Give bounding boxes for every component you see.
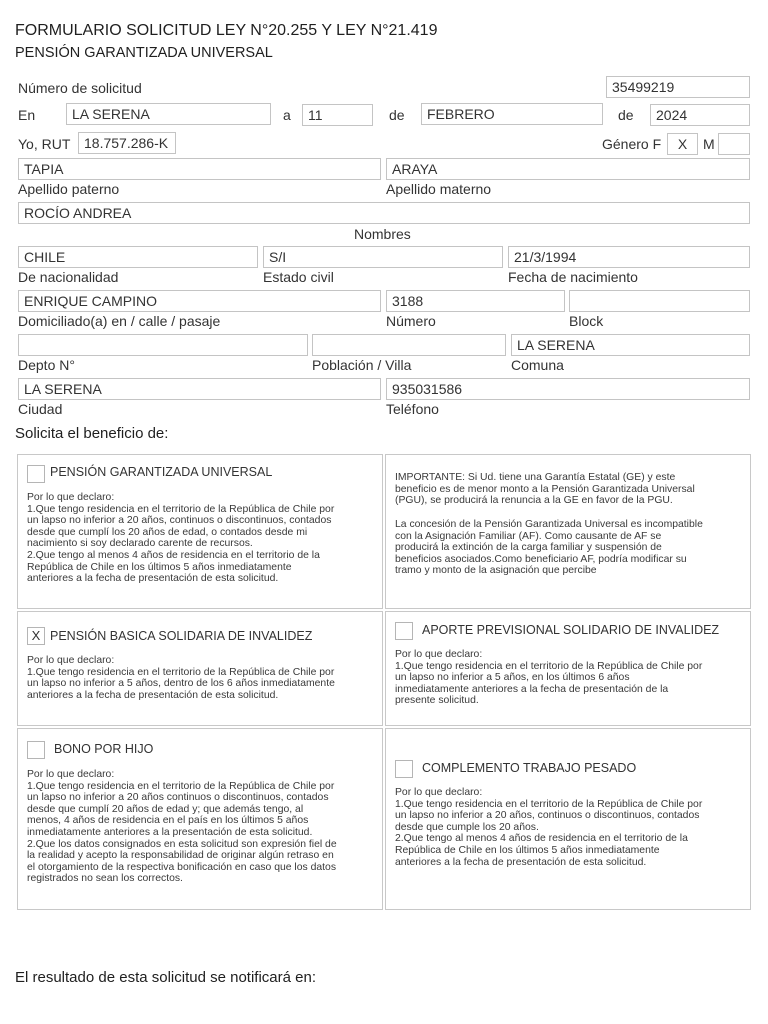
block-label: Block: [569, 313, 604, 329]
nombres-label: Nombres: [354, 226, 411, 242]
pbs-invalidez-text: Por lo que declaro: 1.Que tengo residencia en el territorio de la República de Chile por un lapso no inferior a 5 años, dentro de los 6 años inmediatamente anteriores a la fecha de presentación de esta solicitud.: [27, 655, 335, 701]
rut-label: Yo, RUT: [18, 136, 71, 152]
poblacion-label: Población / Villa: [312, 357, 412, 373]
genero-m-field[interactable]: [718, 133, 750, 155]
telefono-label: Teléfono: [386, 401, 439, 417]
nacionalidad-label: De nacionalidad: [18, 269, 119, 285]
numero-label: Número: [386, 313, 436, 329]
genero-f-field[interactable]: X: [667, 133, 698, 155]
fecha-nacimiento-field[interactable]: 21/3/1994: [508, 246, 750, 268]
pgu-checkbox[interactable]: [27, 465, 45, 483]
aps-invalidez-checkbox[interactable]: [395, 622, 413, 640]
genero-m-label: M: [703, 136, 715, 152]
estado-civil-field[interactable]: S/I: [263, 246, 503, 268]
rut-field[interactable]: 18.757.286-K: [78, 132, 176, 154]
numero-solicitud-label: Número de solicitud: [18, 80, 142, 96]
poblacion-field[interactable]: [312, 334, 506, 356]
block-field[interactable]: [569, 290, 750, 312]
numero-field[interactable]: 3188: [386, 290, 565, 312]
fecha-nacimiento-label: Fecha de nacimiento: [508, 269, 638, 285]
trabajo-pesado-text: Por lo que declaro: 1.Que tengo residencia en el territorio de la República de Chile por un lapso no inferior a 20 años, continuos o discontinuos, contados desde que cumple los 20 años. 2.Que tengo al menos 4 años de residencia en el territorio de la República de Chile en los últimos 5 años inmediatamente anteriores a la fecha de presentación de esta solicitud.: [395, 787, 703, 868]
estado-civil-label: Estado civil: [263, 269, 334, 285]
anio-field[interactable]: 2024: [650, 104, 750, 126]
dia-field[interactable]: 11: [302, 104, 373, 126]
beneficio-heading: Solicita el beneficio de:: [15, 425, 169, 442]
a-label: a: [283, 107, 291, 123]
apellido-paterno-field[interactable]: TAPIA: [18, 158, 381, 180]
telefono-field[interactable]: 935031586: [386, 378, 750, 400]
domicilio-field[interactable]: ENRIQUE CAMPINO: [18, 290, 381, 312]
nombres-field[interactable]: ROCÍO ANDREA: [18, 202, 750, 224]
trabajo-pesado-title: COMPLEMENTO TRABAJO PESADO: [422, 761, 637, 775]
depto-label: Depto N°: [18, 357, 75, 373]
en-label: En: [18, 107, 36, 123]
domicilio-label: Domiciliado(a) en / calle / pasaje: [18, 313, 221, 329]
ciudad-label: Ciudad: [18, 401, 63, 417]
pgu-panel: [17, 454, 383, 609]
importante-panel: [385, 454, 751, 609]
bono-hijo-text: Por lo que declaro: 1.Que tengo residencia en el territorio de la República de Chile por un lapso no inferior a 20 años continuos o discontinuos, contados desde que cumplí 20 años de edad y; que además tengo, al menos, 4 años de residencia en el país en los últimos 5 años inmediatamente anteriores a la presentación de esta solicitud. 2.Que los datos consignados en esta solicitud son expresión fiel de la realidad y acepto la responsabilidad de originar algún retraso en el otorgamiento de la respectiva bonificación en caso que los datos registrados no sean los correctos.: [27, 769, 337, 885]
form-subtitle: PENSIÓN GARANTIZADA UNIVERSAL: [15, 45, 273, 61]
pbs-invalidez-checkbox[interactable]: X: [27, 627, 45, 645]
genero-label: Género F: [602, 136, 662, 152]
depto-field[interactable]: [18, 334, 308, 356]
numero-solicitud-field[interactable]: 35499219: [606, 76, 750, 98]
bono-hijo-checkbox[interactable]: [27, 741, 45, 759]
mes-field[interactable]: FEBRERO: [421, 103, 603, 125]
bono-hijo-title: BONO POR HIJO: [54, 742, 154, 756]
aps-invalidez-panel: [385, 611, 751, 726]
apellido-materno-label: Apellido materno: [386, 181, 492, 197]
comuna-label: Comuna: [511, 357, 564, 373]
ciudad-field[interactable]: LA SERENA: [18, 378, 381, 400]
pbs-invalidez-title: PENSIÓN BASICA SOLIDARIA DE INVALIDEZ: [50, 629, 313, 643]
form-title: FORMULARIO SOLICITUD LEY N°20.255 Y LEY N°21.419: [15, 22, 438, 39]
importante-text-2: La concesión de la Pensión Garantizada Universal es incompatible con la Asignación Familiar (AF). Como causante de AF se producirá la extinción de la carga familiar y suspensión de beneficios asociados.Como beneficiario AF, podría modificar su tramo y monto de la asignación que percibe: [395, 519, 703, 577]
aps-invalidez-text: Por lo que declaro: 1.Que tengo residencia en el territorio de la República de Chile por un lapso no inferior a 5 años, en los últimos 6 años inmediatamente anteriores a la fecha de presentación de la presente solicitud.: [395, 649, 703, 707]
bono-hijo-panel: [17, 728, 383, 910]
apellido-materno-field[interactable]: ARAYA: [386, 158, 750, 180]
pgu-text: Por lo que declaro: 1.Que tengo residencia en el territorio de la República de Chile por un lapso no inferior a 20 años, continuos o discontinuos, contados desde que cumplí los 20 años de edad, o contados desde mi nacimiento si soy declarado carente de recursos. 2.Que tengo al menos 4 años de residencia en el territorio de la República de Chile en los últimos 5 años inmediatamente anteriores a la fecha de presentación de esta solicitud.: [27, 492, 335, 585]
aps-invalidez-title: APORTE PREVISIONAL SOLIDARIO DE INVALIDEZ: [422, 623, 720, 637]
de-label-2: de: [618, 107, 634, 123]
pbs-invalidez-panel: [17, 611, 383, 726]
de-label-1: de: [389, 107, 405, 123]
importante-text-1: IMPORTANTE: Si Ud. tiene una Garantía Estatal (GE) y este beneficio es de menor monto a la Pensión Garantizada Universal (PGU), se producirá la renuncia a la GE en favor de la PGU.: [395, 472, 695, 507]
notificacion-label: El resultado de esta solicitud se notificará en:: [15, 969, 317, 986]
nacionalidad-field[interactable]: CHILE: [18, 246, 258, 268]
apellido-paterno-label: Apellido paterno: [18, 181, 120, 197]
pgu-title: PENSIÓN GARANTIZADA UNIVERSAL: [50, 465, 273, 479]
trabajo-pesado-checkbox[interactable]: [395, 760, 413, 778]
comuna-field[interactable]: LA SERENA: [511, 334, 750, 356]
trabajo-pesado-panel: [385, 728, 751, 910]
en-field[interactable]: LA SERENA: [66, 103, 271, 125]
